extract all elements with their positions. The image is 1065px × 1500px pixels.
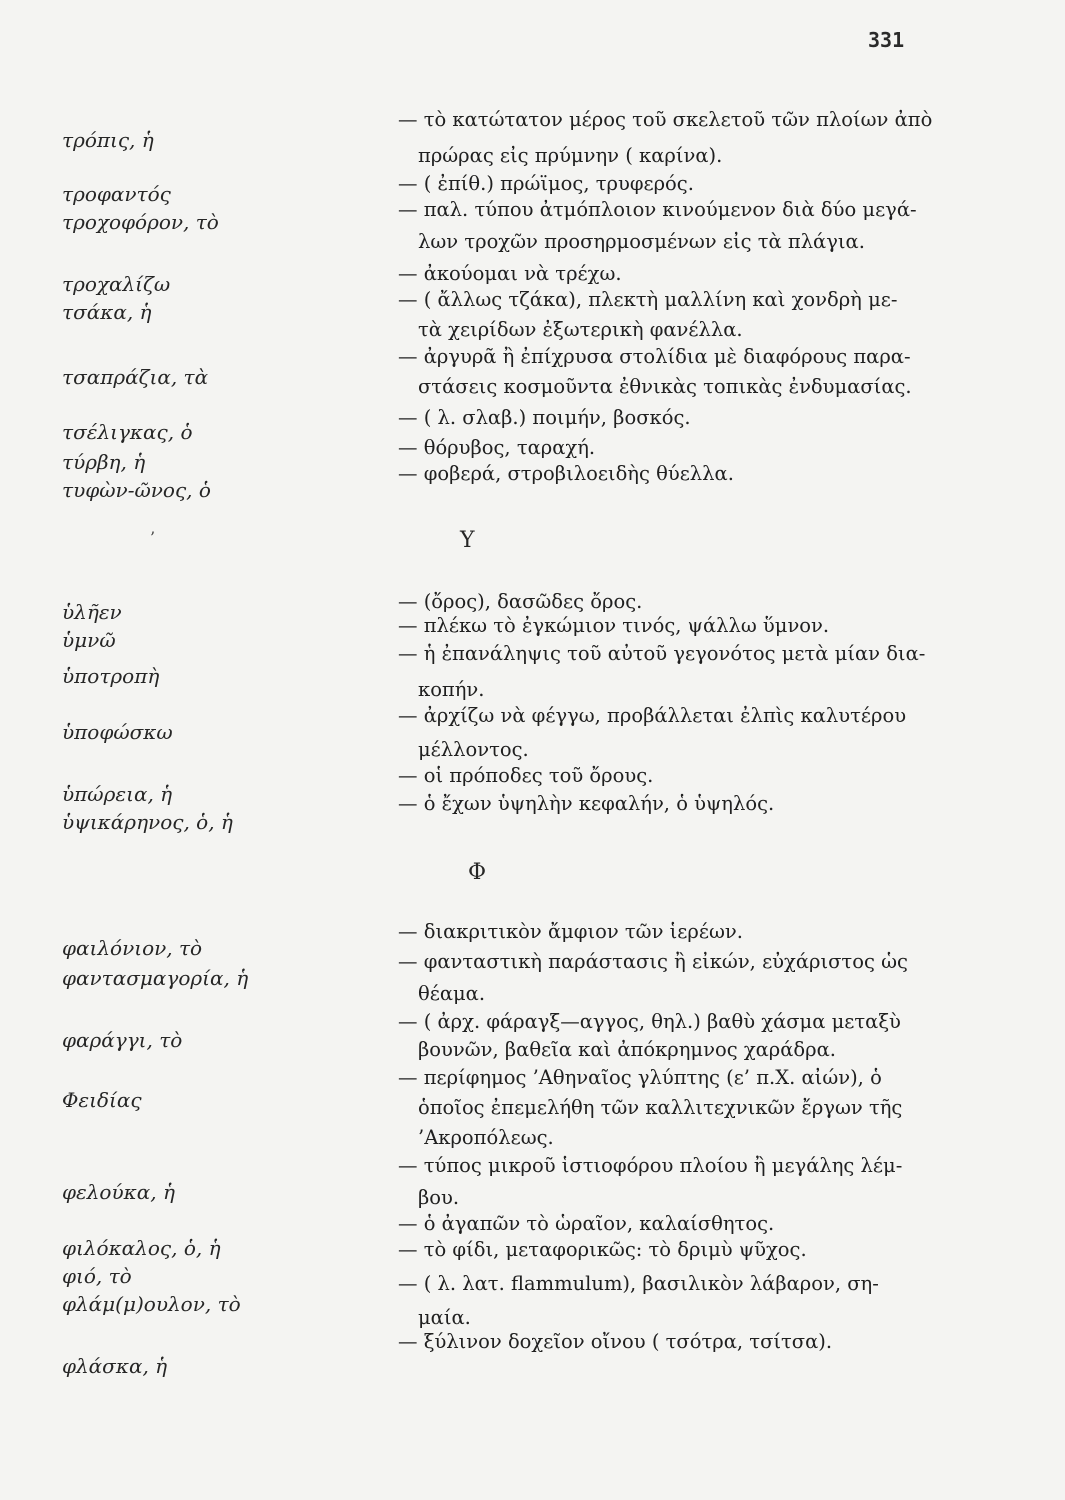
dictionary-term: φαντασμαγορία, ἡ: [62, 966, 249, 990]
definition-line: — περίφημος ’Αθηναῖος γλύπτης (ε’ π.Χ. αἰών), ὁ: [398, 1066, 882, 1089]
dictionary-term: ὑποφώσκω: [62, 720, 173, 744]
definition-line: — φοβερά, στροβιλοειδὴς θύελλα.: [398, 462, 734, 485]
dictionary-term: τσέλιγκας, ὁ: [62, 420, 193, 444]
definition-line: — ( ἐπίθ.) πρώϊμος, τρυφερός.: [398, 172, 694, 195]
dictionary-term: ὑψικάρηνος, ὁ, ἡ: [62, 810, 233, 834]
definition-line: — (ὄρος), δασῶδες ὄρος.: [398, 590, 643, 613]
dictionary-term: τροχαλίζω: [62, 272, 171, 296]
dictionary-term: φιό, τὸ: [62, 1264, 132, 1288]
definition-line: — τύπος μικροῦ ἱστιοφόρου πλοίου ἢ μεγάλης λέμ-: [398, 1154, 903, 1177]
definition-line: μαία.: [418, 1306, 471, 1329]
definition-line: — ἡ ἐπανάληψις τοῦ αὐτοῦ γεγονότος μετὰ μίαν δια-: [398, 642, 926, 665]
definition-line: — ( ἄλλως τζάκα), πλεκτὴ μαλλίνη καὶ χονδρὴ με-: [398, 288, 898, 311]
definition-line: ’Ακροπόλεως.: [418, 1126, 554, 1149]
stray-mark: ’: [150, 528, 156, 547]
definition-line: — παλ. τύπου ἀτμόπλοιον κινούμενον διὰ δύο μεγά-: [398, 198, 917, 221]
definition-line: βουνῶν, βαθεῖα καὶ ἀπόκρημνος χαράδρα.: [418, 1038, 837, 1061]
dictionary-term: τσαπράζια, τὰ: [62, 365, 209, 389]
dictionary-term: ὑπώρεια, ἡ: [62, 782, 173, 806]
dictionary-term: ὑμνῶ: [62, 628, 116, 652]
definition-line: — ἀκούομαι νὰ τρέχω.: [398, 262, 622, 285]
definition-line: — ξύλινον δοχεῖον οἴνου ( τσότρα, τσίτσα).: [398, 1330, 833, 1353]
dictionary-term: τυφὼν-ῶνος, ὁ: [62, 478, 211, 502]
dictionary-term: φλάσκα, ἡ: [62, 1354, 168, 1378]
dictionary-term: ὑποτροπὴ: [62, 664, 160, 688]
section-letter: Υ: [460, 528, 475, 553]
definition-line: τὰ χειρίδων ἐξωτερικὴ φανέλλα.: [418, 318, 743, 341]
definition-line: — πλέκω τὸ ἐγκώμιον τινός, ψάλλω ὕμνον.: [398, 614, 830, 637]
definition-line: — οἱ πρόποδες τοῦ ὄρους.: [398, 764, 654, 787]
definition-line: λων τροχῶν προσηρμοσμένων εἰς τὰ πλάγια.: [418, 230, 865, 253]
definition-line: — τὸ φίδι, μεταφορικῶς: τὸ δριμὺ ψῦχος.: [398, 1238, 807, 1261]
dictionary-term: Φειδίας: [62, 1088, 142, 1112]
dictionary-term: τύρβη, ἡ: [62, 450, 146, 474]
definition-line: — ἀρχίζω νὰ φέγγω, προβάλλεται ἐλπὶς καλυτέρου: [398, 704, 907, 727]
definition-line: κοπήν.: [418, 678, 485, 701]
definition-line: — φανταστικὴ παράστασις ἢ εἰκών, εὐχάριστος ὡς: [398, 950, 908, 973]
definition-line: ὁποῖος ἐπεμελήθη τῶν καλλιτεχνικῶν ἔργων τῆς: [418, 1096, 903, 1119]
definition-line: — τὸ κατώτατον μέρος τοῦ σκελετοῦ τῶν πλοίων ἀπὸ: [398, 108, 933, 131]
dictionary-term: φιλόκαλος, ὁ, ἡ: [62, 1236, 221, 1260]
dictionary-term: φαιλόνιον, τὸ: [62, 936, 203, 960]
definition-line: πρώρας εἰς πρύμνην ( καρίνα).: [418, 144, 723, 167]
definition-line: — θόρυβος, ταραχή.: [398, 436, 596, 459]
definition-line: — ( λ. λατ. flammulum), βασιλικὸν λάβαρον, ση-: [398, 1272, 879, 1295]
definition-line: — ἀργυρᾶ ἢ ἐπίχρυσα στολίδια μὲ διαφόρους παρα-: [398, 345, 911, 368]
definition-line: — διακριτικὸν ἄμφιον τῶν ἱερέων.: [398, 920, 743, 943]
dictionary-term: ὑλῆεν: [62, 600, 122, 624]
dictionary-term: φλάμ(μ)ουλον, τὸ: [62, 1292, 241, 1316]
dictionary-term: φελούκα, ἡ: [62, 1180, 175, 1204]
definition-line: μέλλοντος.: [418, 738, 529, 761]
dictionary-term: τροχοφόρον, τὸ: [62, 210, 219, 234]
definition-line: στάσεις κοσμοῦντα ἐθνικὰς τοπικὰς ἐνδυμασίας.: [418, 375, 912, 398]
dictionary-term: τροφαντός: [62, 182, 171, 206]
definition-line: — ὁ ἀγαπῶν τὸ ὡραῖον, καλαίσθητος.: [398, 1212, 775, 1235]
definition-line: βου.: [418, 1186, 460, 1209]
definition-line: — ( λ. σλαβ.) ποιμήν, βοσκός.: [398, 406, 691, 429]
definition-line: θέαμα.: [418, 982, 486, 1005]
section-letter: Φ: [468, 860, 487, 885]
definition-line: — ὁ ἔχων ὑψηλὴν κεφαλήν, ὁ ὑψηλός.: [398, 792, 775, 815]
definition-line: — ( ἀρχ. φάραγξ—αγγος, θηλ.) βαθὺ χάσμα μεταξὺ: [398, 1010, 901, 1033]
dictionary-term: τσάκα, ἡ: [62, 300, 152, 324]
page-number: 331: [868, 28, 905, 52]
dictionary-term: τρόπις, ἡ: [62, 128, 154, 152]
dictionary-term: φαράγγι, τὸ: [62, 1028, 183, 1052]
